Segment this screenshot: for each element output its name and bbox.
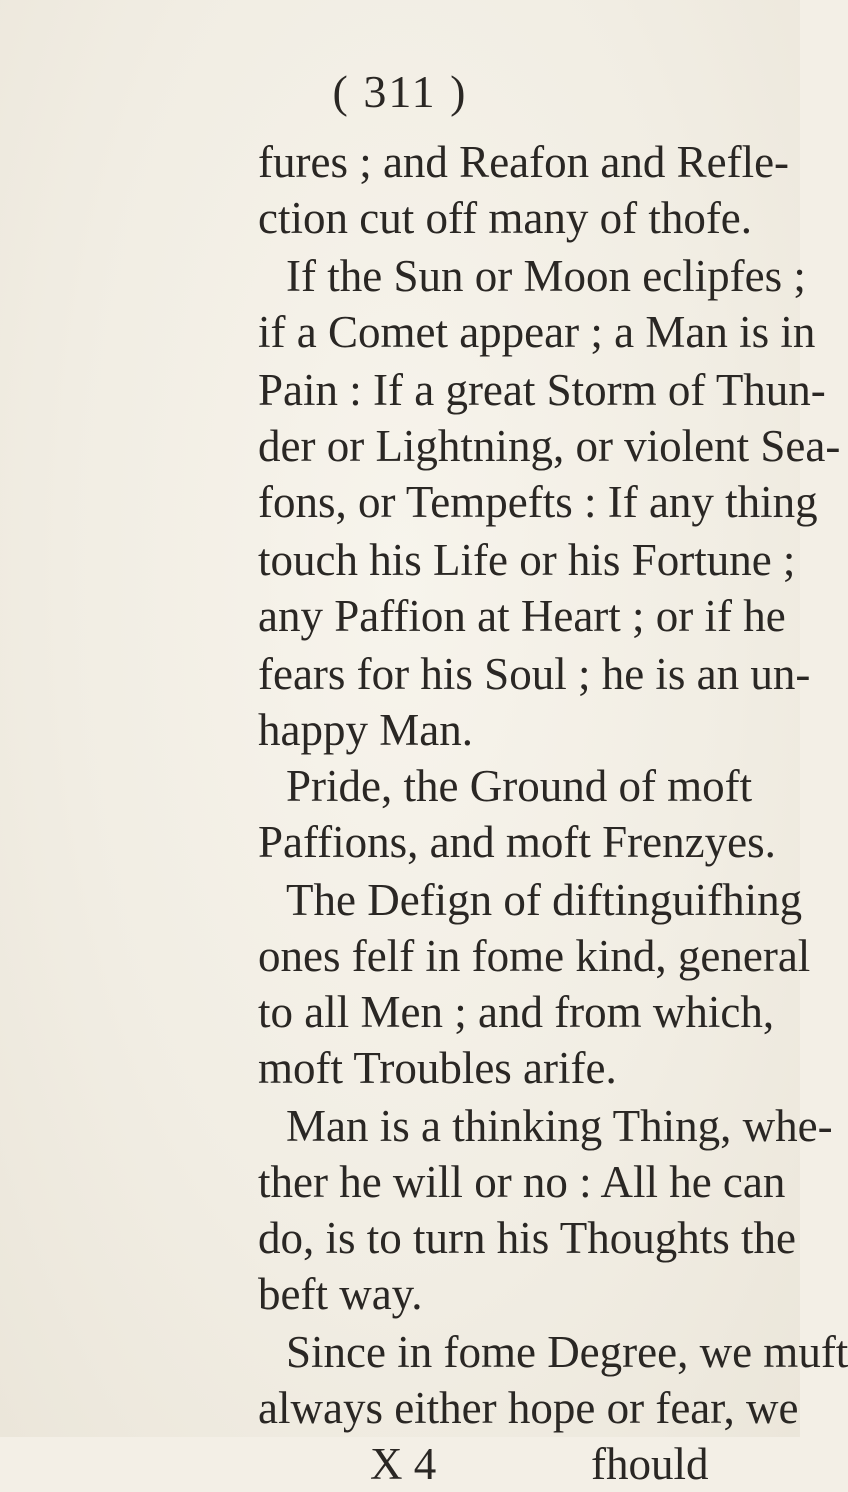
text-line: touch his Life or his Fortune ; bbox=[258, 535, 796, 585]
text-line: to all Men ; and from which, bbox=[258, 987, 775, 1037]
catchword: fhould bbox=[591, 1439, 709, 1489]
text-line: ction cut off many of thofe. bbox=[258, 193, 753, 243]
text-line: ones felf in fome kind, general bbox=[258, 931, 811, 981]
text-line: If the Sun or Moon eclipfes ; bbox=[286, 251, 806, 301]
text-line: Man is a thinking Thing, whe- bbox=[286, 1101, 833, 1151]
text-line: moft Troubles arife. bbox=[258, 1043, 617, 1093]
text-line: Pride, the Ground of moft bbox=[286, 761, 753, 811]
text-line: Since in fome Degree, we muft bbox=[286, 1327, 848, 1377]
text-line: Pain : If a great Storm of Thun- bbox=[258, 365, 826, 415]
text-line: any Paffion at Heart ; or if he bbox=[258, 591, 786, 641]
page-number-header: ( 311 ) bbox=[332, 66, 468, 117]
text-line: The Defign of diftinguifhing bbox=[286, 875, 803, 925]
signature-line bbox=[0, 1436, 800, 1492]
text-line: der or Lightning, or violent Sea- bbox=[258, 421, 841, 471]
text-line: do, is to turn his Thoughts the bbox=[258, 1213, 796, 1263]
text-line: fons, or Tempefts : If any thing bbox=[258, 477, 818, 527]
text-line: fures ; and Reafon and Refle- bbox=[258, 137, 790, 187]
signature-mark: X 4 bbox=[370, 1439, 437, 1489]
text-line: if a Comet appear ; a Man is in bbox=[258, 307, 816, 357]
text-line: always either hope or fear, we bbox=[258, 1383, 799, 1433]
text-line: happy Man. bbox=[258, 705, 473, 755]
text-line: beft way. bbox=[258, 1269, 423, 1319]
text-line: fears for his Soul ; he is an un- bbox=[258, 649, 811, 699]
text-line: ther he will or no : All he can bbox=[258, 1157, 786, 1207]
text-line: Paffions, and moft Frenzyes. bbox=[258, 817, 776, 867]
